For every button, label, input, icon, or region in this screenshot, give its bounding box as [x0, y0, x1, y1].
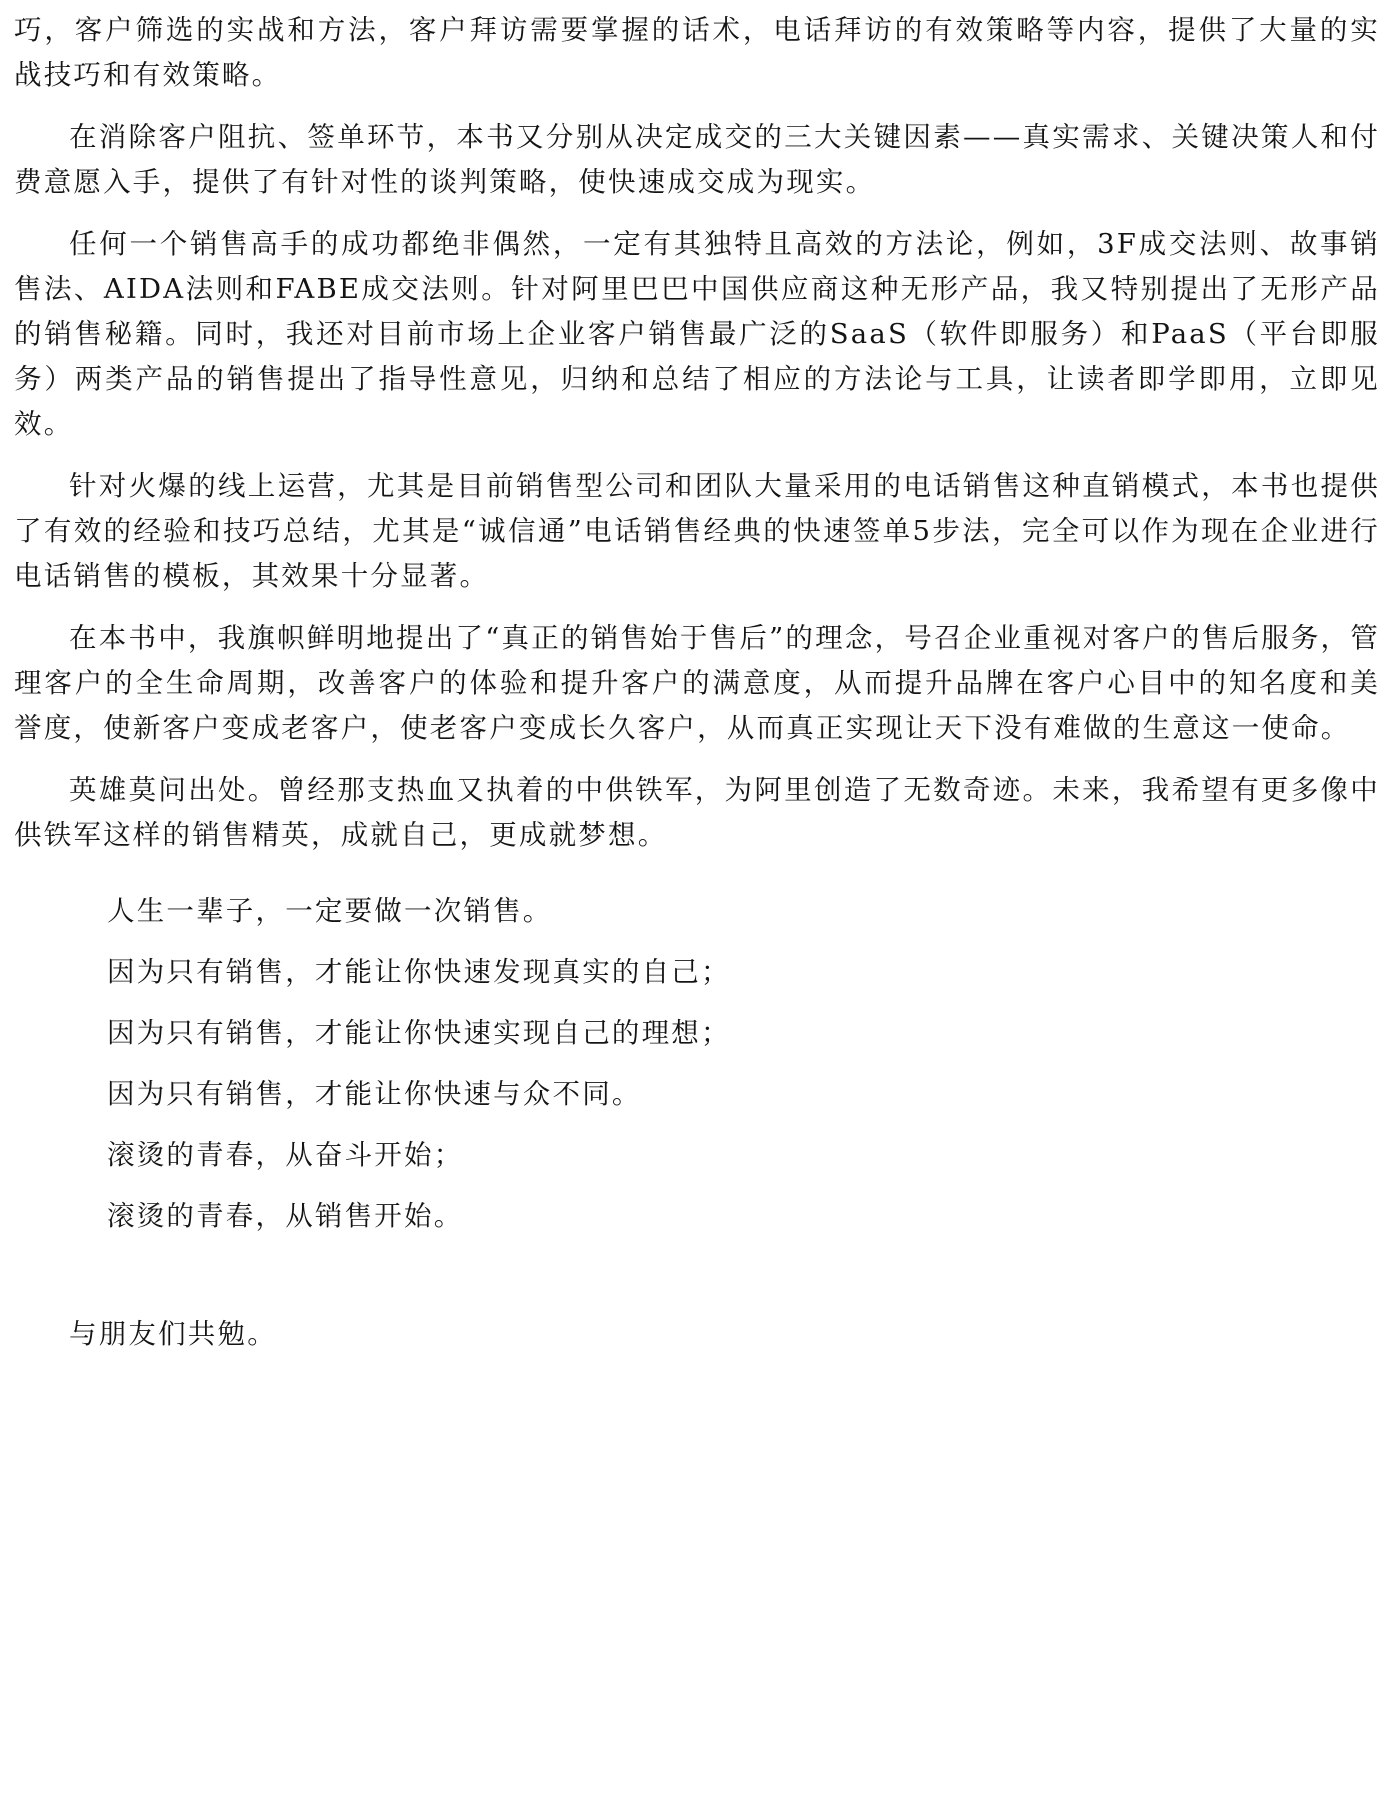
- document-page: [14, 8, 1380, 1357]
- paragraph-heroes: 英雄莫问出处。曾经那支热血又执着的中供铁军，为阿里创造了无数奇迹。未来，我希望有更多像中供铁军这样的销售精英，成就自己，更成就梦想。: [14, 774, 1380, 851]
- paragraph-after-sales: 在本书中，我旗帜鲜明地提出了“真正的销售始于售后”的理念，号召企业重视对客户的售后服务，管理客户的全生命周期，改善客户的体验和提升客户的满意度，从而提升品牌在客户心目中的知名度和美誉度，使新客户变成老客户，使老客户变成长久客户，从而真正实现让天下没有难做的生意这一使命。: [14, 622, 1380, 744]
- closing-line: 与朋友们共勉。: [69, 1318, 277, 1350]
- poem-line: 因为只有销售，才能让你快速与众不同。: [107, 1078, 642, 1110]
- paragraph-negotiation: 在消除客户阻抗、签单环节，本书又分别从决定成交的三大关键因素——真实需求、关键决策人和付费意愿入手，提供了有针对性的谈判策略，使快速成交成为现实。: [14, 121, 1380, 198]
- poem-line: 因为只有销售，才能让你快速实现自己的理想；: [107, 1017, 731, 1049]
- poem-line: 滚烫的青春，从销售开始。: [107, 1200, 464, 1232]
- poem-block: [107, 889, 1380, 1239]
- poem-line: 因为只有销售，才能让你快速发现真实的自己；: [107, 956, 731, 988]
- poem-line: 滚烫的青春，从奋斗开始；: [107, 1139, 464, 1171]
- paragraph-telesales: 针对火爆的线上运营，尤其是目前销售型公司和团队大量采用的电话销售这种直销模式，本书也提供了有效的经验和技巧总结，尤其是“诚信通”电话销售经典的快速签单5步法，完全可以作为现在企业进行电话销售的模板，其效果十分显著。: [14, 470, 1380, 592]
- poem-line: 人生一辈子，一定要做一次销售。: [107, 895, 553, 927]
- paragraph-continued: 巧，客户筛选的实战和方法，客户拜访需要掌握的话术，电话拜访的有效策略等内容，提供了大量的实战技巧和有效策略。: [14, 14, 1380, 91]
- paragraph-methodology: 任何一个销售高手的成功都绝非偶然，一定有其独特且高效的方法论，例如，3F成交法则、故事销售法、AIDA法则和FABE成交法则。针对阿里巴巴中国供应商这种无形产品，我又特别提出了无形产品的销售秘籍。同时，我还对目前市场上企业客户销售最广泛的SaaS（软件即服务）和PaaS（平台即服务）两类产品的销售提出了指导性意见，归纳和总结了相应的方法论与工具，让读者即学即用，立即见效。: [14, 228, 1380, 440]
